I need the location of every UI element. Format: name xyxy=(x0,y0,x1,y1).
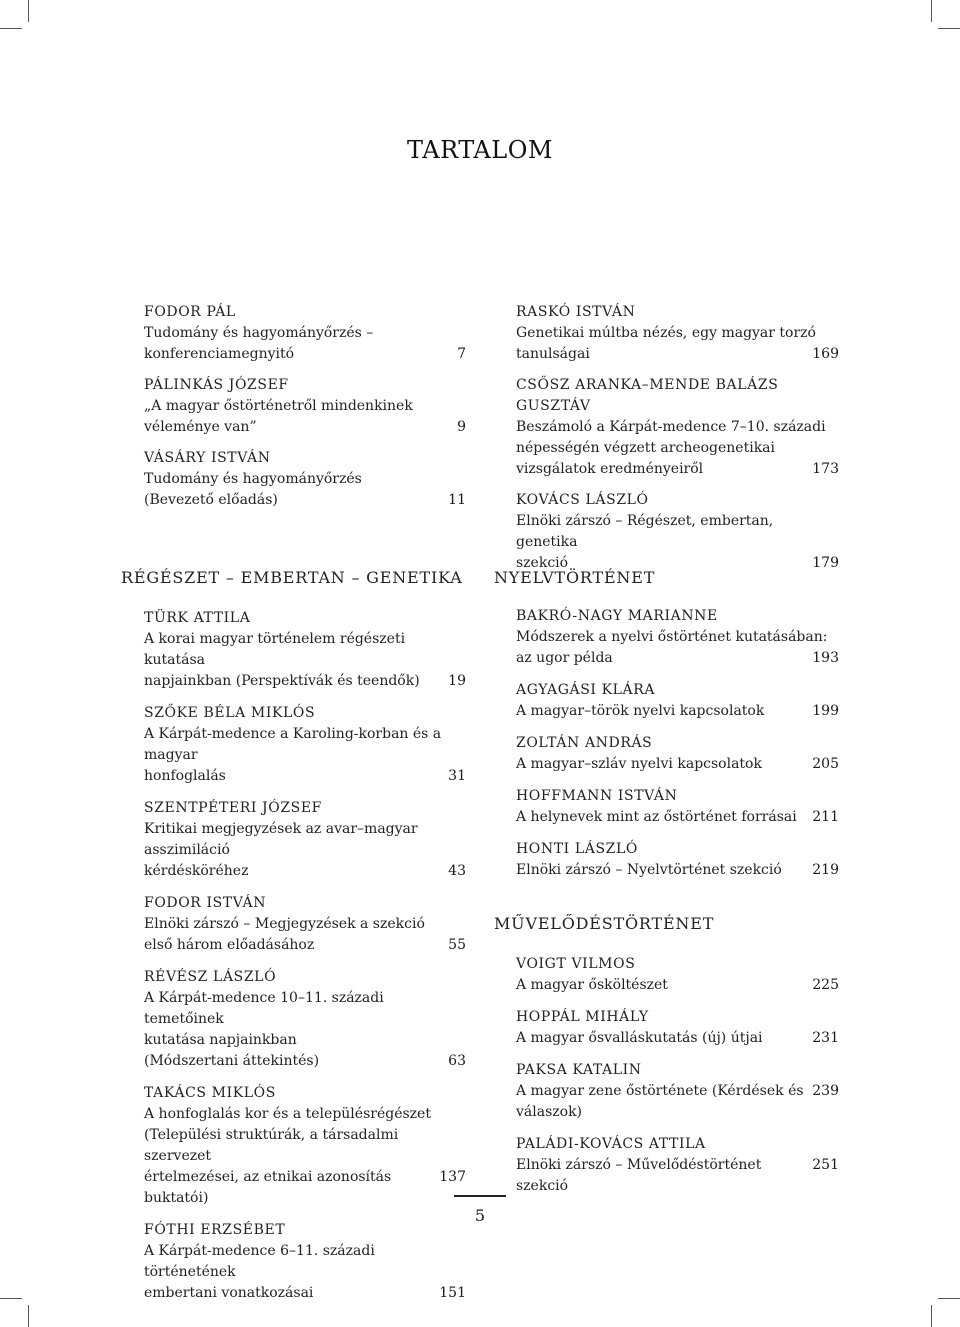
intro-right-column xyxy=(516,302,839,574)
toc-author: FÓTHI ERZSÉBET xyxy=(144,1222,286,1238)
crop-mark xyxy=(28,1305,29,1327)
toc-entry xyxy=(516,680,839,722)
toc-entry xyxy=(516,1134,839,1197)
toc-author: VÁSÁRY ISTVÁN xyxy=(144,450,271,466)
toc-page-number: 225 xyxy=(812,977,839,993)
toc-title-line: konferenciamegnyitó xyxy=(144,346,295,362)
toc-entry xyxy=(516,1060,839,1123)
toc-author: SZENTPÉTERI JÓZSEF xyxy=(144,800,322,816)
toc-title-row xyxy=(516,459,839,480)
toc-title-row xyxy=(516,754,839,775)
toc-page-number: 169 xyxy=(812,346,839,362)
toc-page-number: 251 xyxy=(812,1157,839,1173)
toc-title-line: (Bevezető előadás) xyxy=(144,492,278,508)
toc-title-line: szekció xyxy=(516,555,569,571)
toc-title-row xyxy=(516,807,839,828)
section-heading-muvelodestortenet: MŰVELŐDÉSTÖRTÉNET xyxy=(494,914,715,933)
toc-author: TAKÁCS MIKLÓS xyxy=(144,1085,276,1101)
toc-title-line: A magyar ősköltészet xyxy=(516,977,668,993)
toc-title-line: A magyar zene őstörténete (Kérdések és válaszok) xyxy=(516,1083,804,1120)
toc-title-row xyxy=(144,861,466,882)
toc-page-number: 43 xyxy=(448,863,466,879)
toc-title-line: A honfoglalás kor és a településrégészet xyxy=(144,1106,431,1122)
toc-page-number: 193 xyxy=(812,650,839,666)
toc-entry xyxy=(144,448,466,511)
page-number: 5 xyxy=(474,1206,486,1225)
toc-page-number: 205 xyxy=(812,756,839,772)
toc-entry xyxy=(144,967,466,1072)
toc-page-number: 31 xyxy=(448,768,466,784)
toc-title-row xyxy=(144,766,466,787)
toc-title-line: Beszámoló a Kárpát-medence 7–10. századi xyxy=(516,419,826,435)
toc-title-line: A korai magyar történelem régészeti kutatása xyxy=(144,631,406,668)
toc-author: SZŐKE BÉLA MIKLÓS xyxy=(144,705,316,721)
toc-entry xyxy=(516,490,839,574)
toc-entry xyxy=(516,954,839,996)
section-heading-nyelvtortenet: NYELVTÖRTÉNET xyxy=(494,568,656,587)
toc-title-line: A magyar–török nyelvi kapcsolatok xyxy=(516,703,765,719)
toc-title-row xyxy=(516,344,839,365)
toc-entry xyxy=(516,606,839,669)
toc-page-number: 231 xyxy=(812,1030,839,1046)
toc-title-line: Genetikai múltba nézés, egy magyar torzó xyxy=(516,325,816,341)
toc-page-number: 219 xyxy=(812,862,839,878)
toc-title-line: Tudomány és hagyományőrzés – xyxy=(144,325,374,341)
toc-title-line: Elnöki zárszó – Régészet, embertan, genetika xyxy=(516,513,774,550)
toc-title-line: az ugor példa xyxy=(516,650,613,666)
regeszet-entries xyxy=(144,608,466,1304)
toc-title-line: tanulságai xyxy=(516,346,590,362)
crop-mark xyxy=(931,1305,932,1327)
toc-entry xyxy=(516,839,839,881)
toc-title-row xyxy=(144,671,466,692)
toc-title-line: A magyar–szláv nyelvi kapcsolatok xyxy=(516,756,762,772)
page-number-rule xyxy=(454,1195,506,1197)
intro-left-column xyxy=(144,302,466,511)
toc-title-row xyxy=(144,935,466,956)
toc-title-line: Tudomány és hagyományőrzés xyxy=(144,471,362,487)
toc-title-row xyxy=(516,860,839,881)
toc-title-line: A helynevek mint az őstörténet forrásai xyxy=(516,809,797,825)
toc-title-row xyxy=(516,1028,839,1049)
toc-title-row xyxy=(516,1155,839,1197)
toc-title-line: Elnöki zárszó – Művelődéstörténet szekció xyxy=(516,1157,762,1194)
toc-page-number: 19 xyxy=(448,673,466,689)
toc-author: RÉVÉSZ LÁSZLÓ xyxy=(144,969,277,985)
toc-page-number: 179 xyxy=(812,555,839,571)
toc-title-line: kutatása napjainkban xyxy=(144,1032,297,1048)
toc-author: PAKSA KATALIN xyxy=(516,1062,642,1078)
toc-author: VOIGT VILMOS xyxy=(516,956,636,972)
toc-title-line: vizsgálatok eredményeiről xyxy=(516,461,704,477)
toc-title-line: Elnöki zárszó – Nyelvtörténet szekció xyxy=(516,862,782,878)
toc-author: FODOR PÁL xyxy=(144,304,236,320)
toc-page-number: 11 xyxy=(448,492,466,508)
toc-title-line: A Kárpát-medence 10–11. századi temetőinek xyxy=(144,990,384,1027)
toc-page-number: 55 xyxy=(448,937,466,953)
toc-title-line: kérdésköréhez xyxy=(144,863,249,879)
toc-title-line: A Kárpát-medence 6–11. századi történetének xyxy=(144,1243,375,1280)
toc-entry xyxy=(144,1083,466,1209)
toc-author: CSŐSZ ARANKA–MENDE BALÁZS GUSZTÁV xyxy=(516,377,779,414)
toc-author: HONTI LÁSZLÓ xyxy=(516,841,638,857)
toc-author: KOVÁCS LÁSZLÓ xyxy=(516,492,649,508)
toc-entry xyxy=(144,375,466,438)
toc-entry xyxy=(144,798,466,882)
toc-author: HOFFMANN ISTVÁN xyxy=(516,788,678,804)
toc-title-row xyxy=(516,1081,839,1123)
toc-page-number: 137 xyxy=(439,1169,466,1185)
toc-page-number: 211 xyxy=(812,809,839,825)
toc-entry xyxy=(144,1220,466,1304)
toc-title-line: A Kárpát-medence a Karoling-korban és a magyar xyxy=(144,726,442,763)
toc-author: TÜRK ATTILA xyxy=(144,610,251,626)
crop-mark xyxy=(938,1298,960,1299)
crop-mark xyxy=(0,1298,22,1299)
nyelvtortenet-entries xyxy=(516,606,839,881)
toc-title-line: (Települési struktúrák, a társadalmi szervezet xyxy=(144,1127,399,1164)
toc-entry xyxy=(516,302,839,365)
toc-author: ZOLTÁN ANDRÁS xyxy=(516,735,653,751)
toc-title-line: Kritikai megjegyzések az avar–magyar asszimiláció xyxy=(144,821,418,858)
toc-entry xyxy=(144,302,466,365)
toc-author: PALÁDI-KOVÁCS ATTILA xyxy=(516,1136,706,1152)
toc-title-line: honfoglalás xyxy=(144,768,226,784)
toc-page-number: 7 xyxy=(457,346,466,362)
toc-title-line: (Módszertani áttekintés) xyxy=(144,1053,320,1069)
toc-title-line: Módszerek a nyelvi őstörténet kutatásában: xyxy=(516,629,828,645)
toc-entry xyxy=(144,893,466,956)
toc-page-number: 173 xyxy=(812,461,839,477)
crop-mark xyxy=(931,0,932,22)
toc-author: BAKRÓ-NAGY MARIANNE xyxy=(516,608,718,624)
toc-author: FODOR ISTVÁN xyxy=(144,895,267,911)
toc-title-line: napjainkban (Perspektívák és teendők) xyxy=(144,673,420,689)
toc-title-row xyxy=(144,1167,466,1209)
toc-title-line: embertani vonatkozásai xyxy=(144,1285,314,1301)
toc-author: HOPPÁL MIHÁLY xyxy=(516,1009,649,1025)
toc-entry xyxy=(144,703,466,787)
toc-title-line: Elnöki zárszó – Megjegyzések a szekció xyxy=(144,916,425,932)
toc-title-line: véleménye van” xyxy=(144,419,257,435)
toc-title-line: értelmezései, az etnikai azonosítás buktatói) xyxy=(144,1169,392,1206)
toc-title-line: népességén végzett archeogenetikai xyxy=(516,440,776,456)
toc-title-row xyxy=(144,344,466,365)
toc-entry xyxy=(516,1007,839,1049)
crop-mark xyxy=(28,0,29,22)
toc-author: AGYAGÁSI KLÁRA xyxy=(516,682,656,698)
section-heading-regeszet: RÉGÉSZET – EMBERTAN – GENETIKA xyxy=(121,568,463,587)
page-title: TARTALOM xyxy=(407,136,553,164)
toc-entry xyxy=(144,608,466,692)
crop-mark xyxy=(938,28,960,29)
toc-page-number: 9 xyxy=(457,419,466,435)
toc-title-line: A magyar ősvalláskutatás (új) útjai xyxy=(516,1030,763,1046)
crop-mark xyxy=(0,28,22,29)
toc-title-line: „A magyar őstörténetről mindenkinek xyxy=(144,398,413,414)
toc-author: PÁLINKÁS JÓZSEF xyxy=(144,377,289,393)
toc-title-row xyxy=(144,490,466,511)
toc-title-line: első három előadásához xyxy=(144,937,315,953)
toc-page-number: 151 xyxy=(439,1285,466,1301)
toc-title-row xyxy=(144,1283,466,1304)
toc-entry xyxy=(516,375,839,480)
toc-entry xyxy=(516,733,839,775)
toc-title-row xyxy=(516,975,839,996)
toc-title-row xyxy=(516,701,839,722)
toc-page-number: 199 xyxy=(812,703,839,719)
muvelodestortenet-entries xyxy=(516,954,839,1197)
toc-title-row xyxy=(516,648,839,669)
toc-entry xyxy=(516,786,839,828)
toc-page-number: 239 xyxy=(812,1083,839,1099)
toc-author: RASKÓ ISTVÁN xyxy=(516,304,636,320)
toc-title-row xyxy=(144,417,466,438)
toc-page-number: 63 xyxy=(448,1053,466,1069)
toc-title-row xyxy=(144,1051,466,1072)
